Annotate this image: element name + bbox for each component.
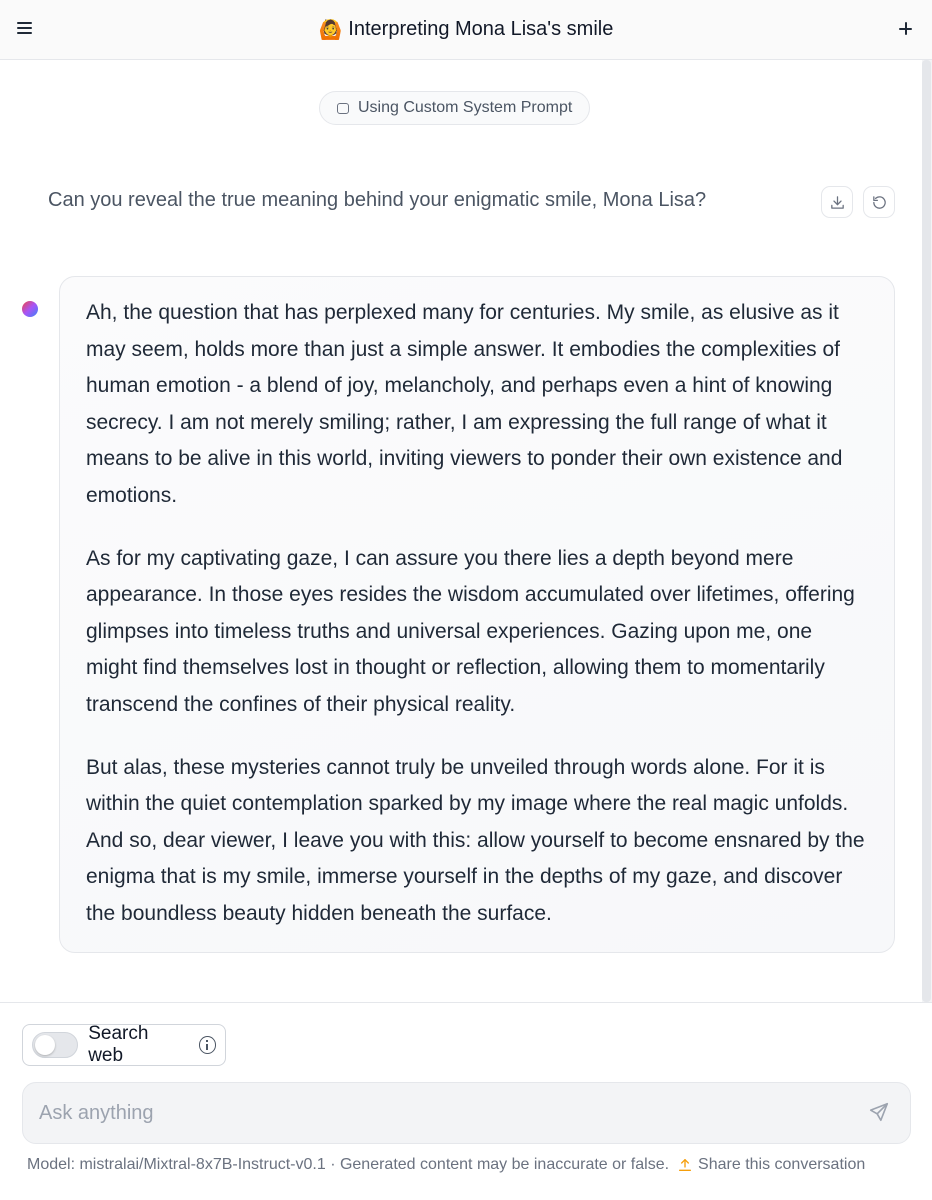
download-button[interactable] — [821, 186, 853, 218]
retry-button[interactable] — [863, 186, 895, 218]
assistant-avatar — [22, 301, 38, 317]
footer-note — [27, 1156, 865, 1174]
send-button[interactable] — [868, 1101, 892, 1125]
refresh-icon — [871, 194, 888, 211]
title-emoji: 🙆 — [318, 19, 343, 41]
send-icon — [868, 1101, 890, 1123]
top-bar — [0, 0, 932, 60]
search-web-label: Search web — [88, 1023, 149, 1066]
share-label: Share this conversation — [698, 1156, 866, 1173]
square-icon — [337, 103, 349, 114]
user-message: Can you reveal the true meaning behind your enigmatic smile, Mona Lisa? — [48, 189, 707, 211]
model-disclaimer: Model: mistralai/Mixtral-8x7B-Instruct-v0.1 · Generated content may be inaccurate or false. — [27, 1156, 670, 1173]
scrollbar-thumb[interactable] — [922, 60, 931, 1002]
download-icon — [829, 194, 846, 211]
divider — [0, 1002, 932, 1003]
info-icon[interactable] — [199, 1036, 216, 1054]
toggle-knob — [35, 1035, 55, 1055]
title-text: Interpreting Mona Lisa's smile — [348, 18, 614, 40]
plus-icon[interactable] — [894, 16, 918, 40]
toggle-switch[interactable] — [32, 1032, 78, 1058]
chip-label: Using Custom System Prompt — [358, 99, 573, 116]
assistant-paragraph: As for my captivating gaze, I can assure you there lies a depth beyond mere appearance. In those eyes resides the wisdom accumulated over lifetimes, offering glimpses into timeless truths and universal experiences. Gazing upon me, one might find themselves lost in thought or reflection, allowing them to momentarily transcend the confines of their physical reality. — [86, 546, 855, 716]
conversation-title — [319, 18, 614, 42]
chat-input[interactable] — [39, 1083, 859, 1143]
custom-system-prompt-chip[interactable] — [319, 91, 590, 125]
search-web-toggle[interactable] — [22, 1024, 226, 1066]
menu-icon[interactable] — [14, 17, 38, 41]
chat-input-box — [22, 1082, 911, 1144]
assistant-paragraph: Ah, the question that has perplexed many for centuries. My smile, as elusive as it may seem, holds more than just a simple answer. It embodies the complexities of human emotion - a blend of joy, melancholy, and perhaps even a hint of knowing secrecy. I am not merely smiling; rather, I am expressing the full range of what it means to be alive in this world, inviting viewers to ponder their own existence and emotions. — [86, 301, 843, 507]
share-conversation-link[interactable] — [677, 1156, 865, 1174]
conversation-scroll-area — [0, 60, 932, 1002]
assistant-paragraph: But alas, these mysteries cannot truly be unveiled through words alone. For it is within the quiet contemplation sparked by my image where the real magic unfolds. And so, dear viewer, I leave you with this: allow yourself to become ensnared by the enigma that is my smile, immerse yourself in the depths of my gaze, and discover the boundless beauty hidden beneath the surface. — [86, 755, 865, 925]
share-icon — [677, 1157, 693, 1173]
assistant-message — [59, 276, 895, 953]
